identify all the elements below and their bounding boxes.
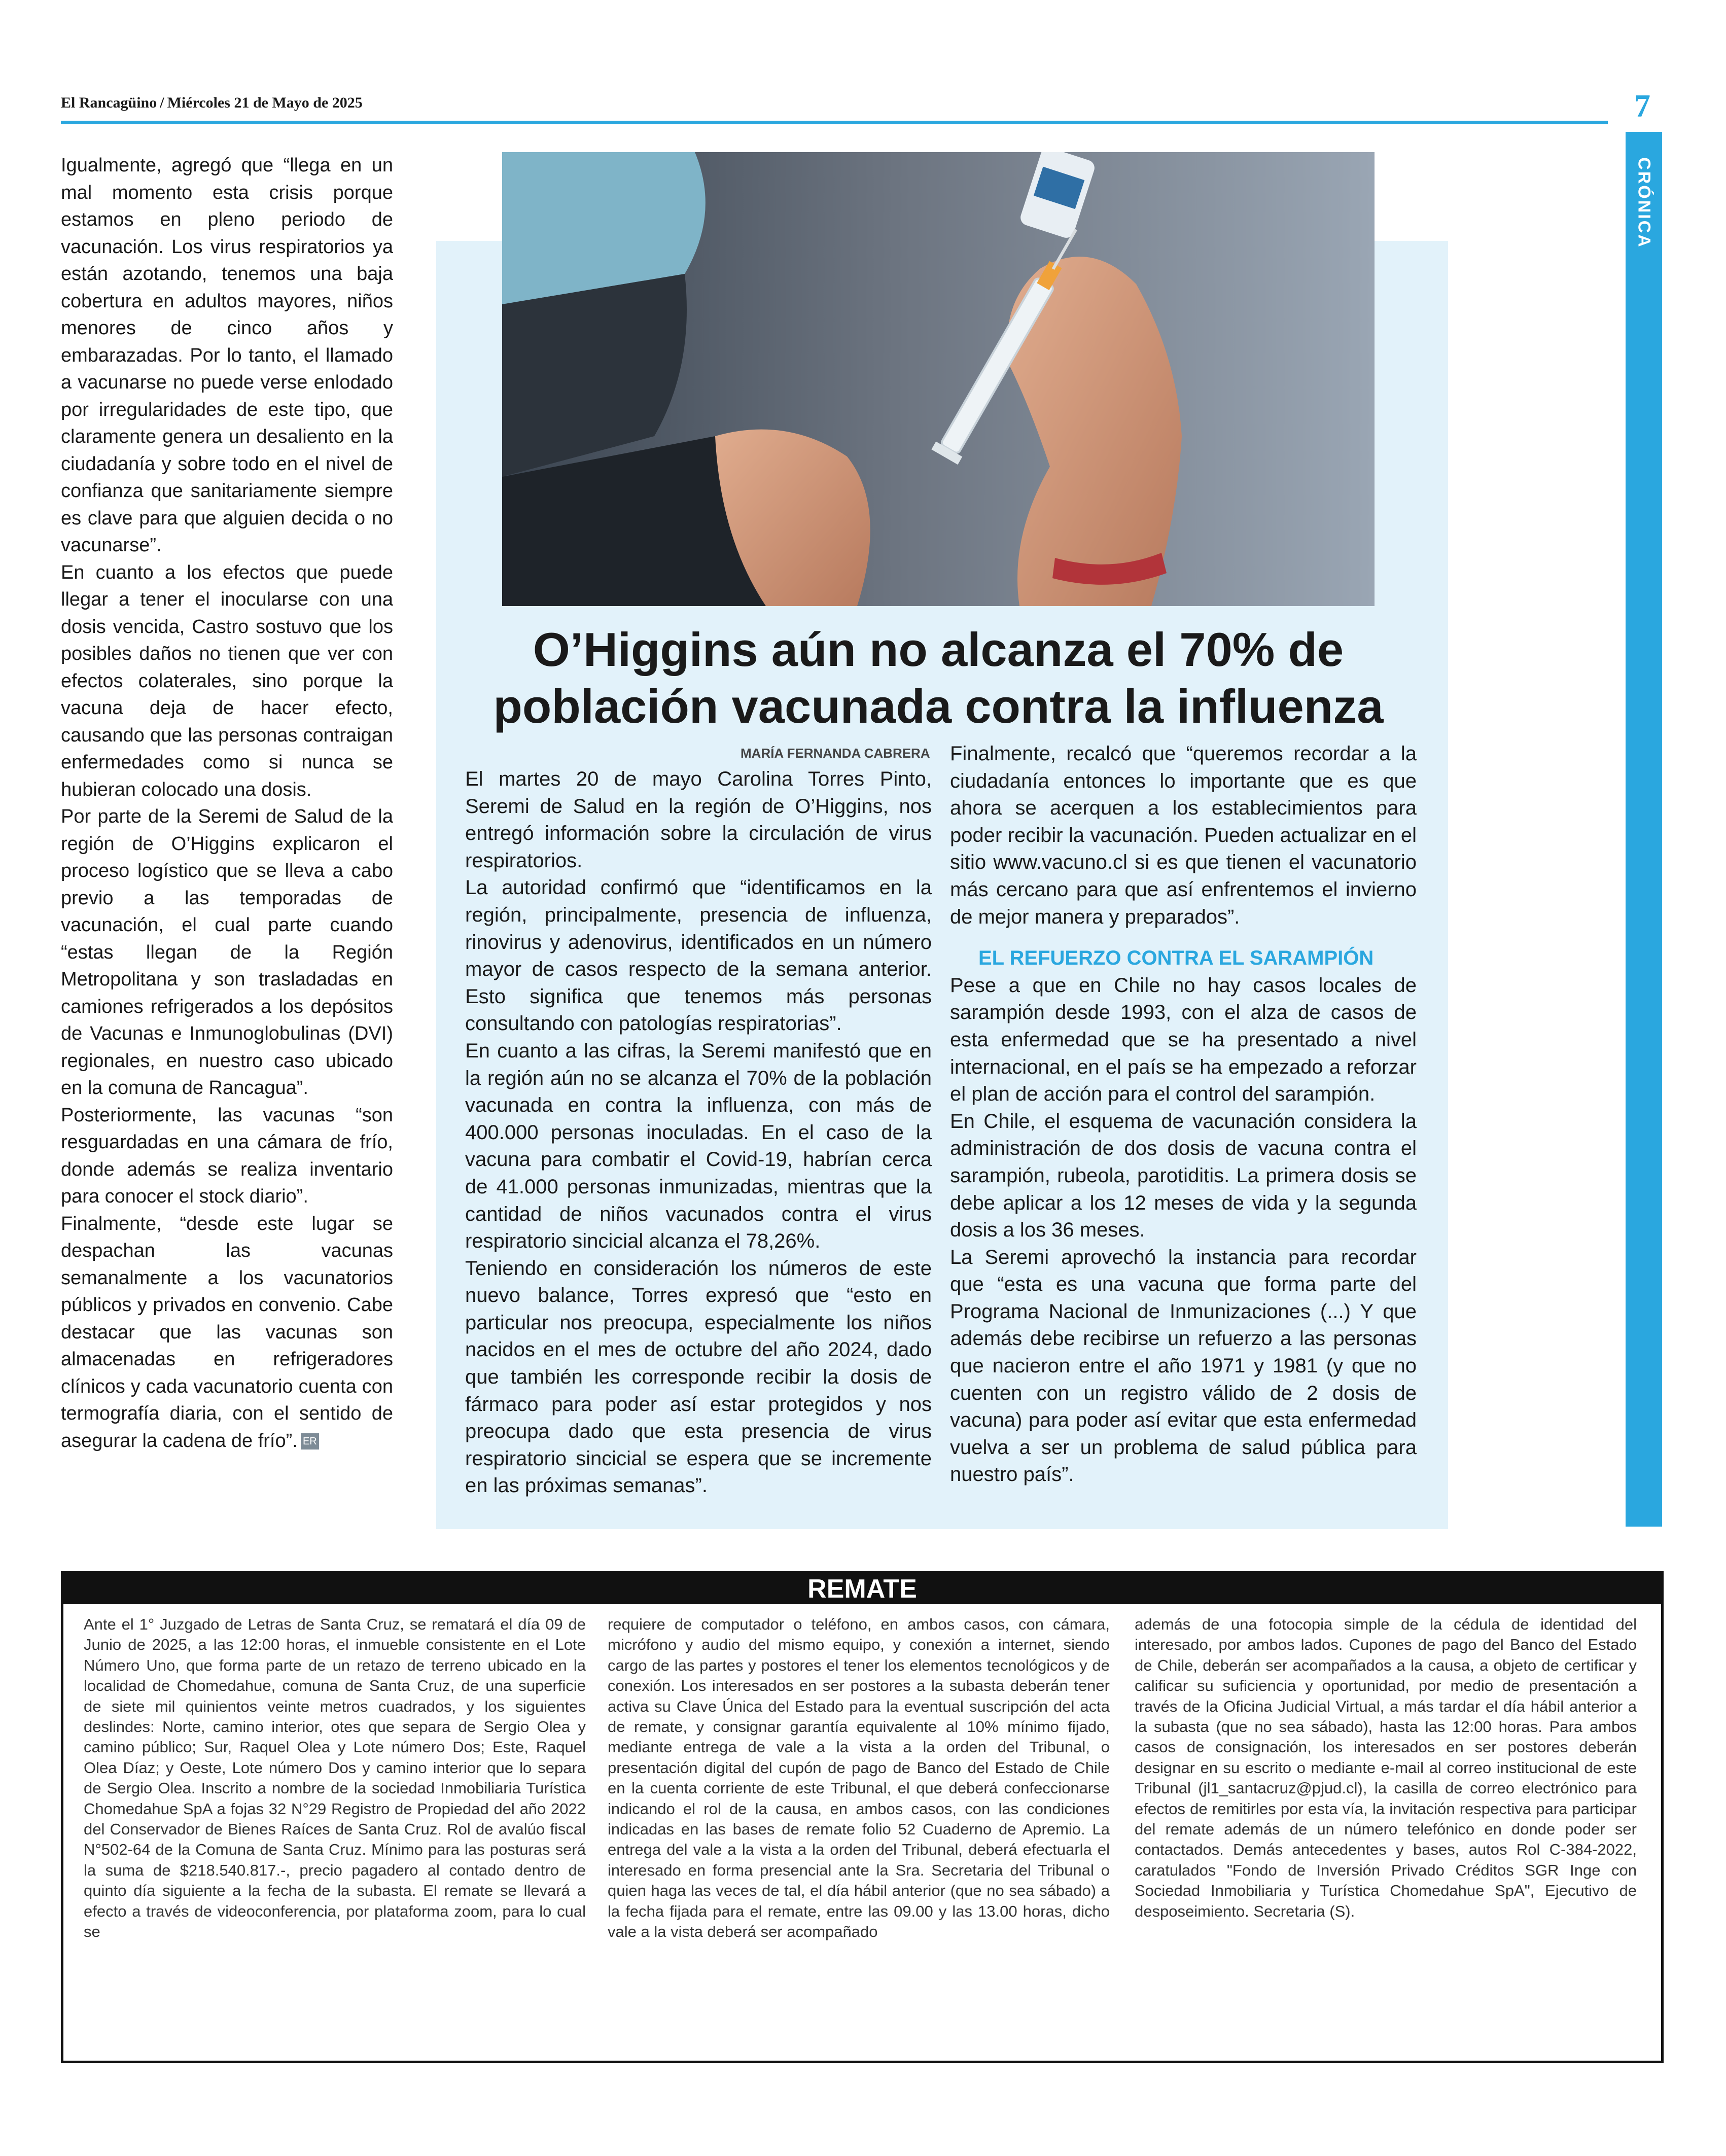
article-paragraph: Teniendo en consideración los números de este nuevo balance, Torres expresó que “esto en particular nos preocupa, especialmente los niños nacidos en el mes de octubre del año 2024, dado que también les corresponde recibir la dosis de fármaco para poder así estar protegidos y nos preocupa dado que esta presencia de virus respiratorio sincicial se espera que se incremente en las próximas semanas”. bbox=[465, 1257, 932, 1497]
auction-notice-text: además de una fotocopia simple de la cédula de identidad del interesado, por ambos lados. Cupones de pago del Banco del Estado de Chile, deberán ser acompañados a la causa, a objeto de certificar y calificar su suficiencia y oportunidad, por medio de presentación a través de la Oficina Judicial Virtual, a más tardar el día hábil anterior a la subasta (que no sea sábado), hasta las 12:00 horas. Para ambos casos de consignación, los interesados en ser postores deberán designar en su escrito o mediante e-mail al correo institucional de este Tribunal (jl1_santacruz@pjud.cl), la casilla de correo electrónico para efectos de remitirles por esta vía, la invitación respectiva para participar del remate además de un número telefónico en donde poder ser contactados. Demás antecedentes y bases, autos Rol C-384-2022, caratulados "Fondo de Inversión Privado Créditos SGR Inge con Sociedad Inmobiliaria y Turística Chomedahue SpA", Ejecutivo de desposeimiento. Secretaria (S). bbox=[1135, 1615, 1637, 1920]
section-label bbox=[1626, 152, 1662, 254]
article-subheading: EL REFUERZO CONTRA EL SARAMPIÓN bbox=[978, 947, 1374, 970]
article-paragraph: La Seremi aprovechó la instancia para recordar que “esta es una vacuna que forma parte del Programa Nacional de Inmunizaciones (...) Y que además debe recibirse un refuerzo a las personas que nacieron entre el año 1971 y 1981 (y que no cuenten con un registro válido de 2 dosis de vacuna) para poder así evitar que esta enfermedad vuelva a ser un problema de salud pública para nuestro país”. bbox=[950, 1246, 1417, 1486]
left-paragraph bbox=[61, 1211, 393, 1455]
section-label-text: CRÓNICA bbox=[1634, 157, 1654, 249]
running-header bbox=[61, 94, 363, 112]
auction-notice-column-3 bbox=[1135, 1614, 1637, 1922]
article-paragraph: La autoridad confirmó que “identificamos en la región, principalmente, presencia de influenza, rinovirus y adenovirus, identificados en un número mayor de casos respecto de la semana anterior. Esto significa que tenemos más personas consultando con patologías respiratorias”. bbox=[465, 876, 932, 1035]
auction-notice-text: Ante el 1° Juzgado de Letras de Santa Cruz, se rematará el día 09 de Junio de 2025, a las 12:00 horas, el inmueble consistente en el Lote Número Uno, que forma parte de un retazo de terreno ubicado en la localidad de Chomedahue, comuna de Santa Cruz, de una superficie de siete mil quinientos veinte metros cuadrados, y los siguientes deslindes: Norte, camino interior, otes que separa de Sergio Olea y camino público; Sur, Raquel Olea y Lote número Dos; Este, Raquel Olea Díaz; y Oeste, Lote número Dos y camino interior que lo separa de Sergio Olea. Inscrito a nombre de la sociedad Inmobiliaria Turística Chomedahue SpA a fojas 32 N°29 Registro de Propiedad del año 2022 del Conservador de Bienes Raíces de Santa Cruz. Rol de avalúo fiscal N°502-64 de la Comuna de Santa Cruz. Mínimo para las posturas será la suma de $218.540.817.-, precio pagadero al contado dentro de quinto día siguiente a la fecha de la subasta. El remate se llevará a efecto a través de videoconferencia, por plataforma zoom, para lo cual se bbox=[84, 1615, 586, 1941]
article-paragraph: Pese a que en Chile no hay casos locales de sarampión desde 1993, con el alza de casos de esta enfermedad que se ha presentado a nivel internacional, en el país se ha empezado a reforzar el plan de acción para el control del sarampión. bbox=[950, 974, 1417, 1106]
article-byline: MARÍA FERNANDA CABRERA bbox=[741, 746, 930, 761]
left-paragraph: Por parte de la Seremi de Salud de la región de O’Higgins explicaron el proceso logístico que se lleva a cabo previo a las temporadas de vacunación, el cual parte cuando “estas llegan de la Región Metropolitana y son trasladadas en camiones refrigerados a los depósitos de Vacunas e Inmunoglobulinas (DVI) regionales, en nuestro caso ubicado en la comuna de Rancagua”. bbox=[61, 806, 393, 1099]
issue-date: Miércoles 21 de Mayo de 2025 bbox=[167, 94, 363, 111]
article-column-right bbox=[950, 740, 1417, 1489]
publication-name: El Rancagüino bbox=[61, 94, 157, 111]
vaccine-syringe-photo bbox=[502, 152, 1375, 606]
article-paragraph: En Chile, el esquema de vacunación considera la administración de dos dosis de vacuna contra el sarampión, rubeola, parotiditis. La primera dosis se debe aplicar a los 12 meses de vida y la segunda dosis a los 36 meses. bbox=[950, 1110, 1417, 1242]
page-number: 7 bbox=[1634, 88, 1650, 124]
left-paragraph: Igualmente, agregó que “llega en un mal momento esta crisis porque estamos en pleno periodo de vacunación. Los virus respiratorios ya están azotando, tenemos una baja cobertura en adultos mayores, niños menores de cinco años y embarazadas. Por lo tanto, el llamado a vacunarse no puede verse enlodado por irregularidades de este tipo, que claramente genera un desaliento en la ciudadanía y sobre todo en el nivel de confianza que sanitariamente siempre es clave para que alguien decida o no vacunarse”. bbox=[61, 155, 393, 556]
auction-notice-column-1 bbox=[84, 1614, 586, 1942]
article-paragraph: En cuanto a las cifras, la Seremi manifestó que en la región aún no se alcanza el 70% de la población vacunada en contra la influenza, con más de 400.000 personas inoculadas. En el caso de la vacuna para combatir el Covid-19, habrían cerca de 41.000 personas inmunizadas, mientras que la cantidad de niños vacunados contra el virus respiratorio sincicial alcanza el 78,26%. bbox=[465, 1039, 932, 1253]
section-bar bbox=[1626, 132, 1662, 1527]
article-paragraph: El martes 20 de mayo Carolina Torres Pinto, Seremi de Salud en la región de O’Higgins, nos entregó información sobre la circulación de virus respiratorios. bbox=[465, 768, 932, 872]
left-paragraph: Posteriormente, las vacunas “son resguardadas en una cámara de frío, donde además se realiza inventario para conocer el stock diario”. bbox=[61, 1104, 393, 1207]
auction-notice-text: requiere de computador o teléfono, en ambos casos, con cámara, micrófono y audio del mismo equipo, y conexión a internet, siendo cargo de las partes y postores el tener los elementos tecnológicos y de conexión. Los interesados en ser postores a la subasta deberán tener activa su Clave Única del Estado para la eventual suscripción del acta de remate, y consignar garantía equivalente al 10% mínimo fijado, mediante entrega de vale a la vista a la orden del Tribunal, o presentación digital del cupón de pago de Banco del Estado de Chile en la cuenta corriente de este Tribunal, el que deberá confeccionarse indicando el rol de la causa, en ambos casos, con las condiciones indicadas en las bases de remate folio 52 Cuaderno de Apremio. La entrega del vale a la vista a la orden del Tribunal, deberá efectuarla el interesado en forma presencial ante la Sra. Secretaria del Tribunal o quien haga las veces de tal, el día hábil anterior (que no sea sábado) a la fecha fijada para el remate, entre las 09.00 y las 13.00 horas, dicho vale a la vista deberá ser acompañado bbox=[608, 1615, 1110, 1941]
auction-notice-column-2 bbox=[608, 1614, 1110, 1942]
left-column-article bbox=[61, 152, 393, 1455]
left-paragraph: En cuanto a los efectos que puede llegar a tener el inocularse con una dosis vencida, Castro sostuvo que los posibles daños no tienen que ver con efectos colaterales, sino porque la vacuna deja de hacer efecto, causando que las personas contraigan enfermedades como si nunca se hubieran colocado una dosis. bbox=[61, 561, 393, 800]
article-paragraph: Finalmente, recalcó que “queremos recordar a la ciudadanía entonces lo importante que es que ahora se acerquen a los establecimientos para poder recibir la vacunación. Pueden actualizar en el sitio www.vacuno.cl si es que tienen el vacunatorio más cercano para que así enfrentemos el invierno de mejor manera y preparados”. bbox=[950, 743, 1417, 928]
auction-notice-title: REMATE bbox=[63, 1574, 1661, 1604]
photo-illustration bbox=[502, 152, 1375, 606]
header-rule bbox=[61, 121, 1608, 124]
left-paragraph-text: Finalmente, “desde este lugar se despachan las vacunas semanalmente a los vacunatorios públicos y privados en convenio. Cabe destacar que las vacunas son almacenadas en refrigeradores clínicos y cada vacunatorio cuenta con termografía diaria, con el sentido de asegurar la cadena de frío”. bbox=[61, 1213, 393, 1452]
article-headline: O’Higgins aún no alcanza el 70% de población vacunada contra la influenza bbox=[493, 623, 1384, 733]
end-of-article-mark: ER bbox=[301, 1433, 319, 1450]
header-separator: / bbox=[160, 94, 164, 111]
article-column-left bbox=[465, 766, 932, 1500]
